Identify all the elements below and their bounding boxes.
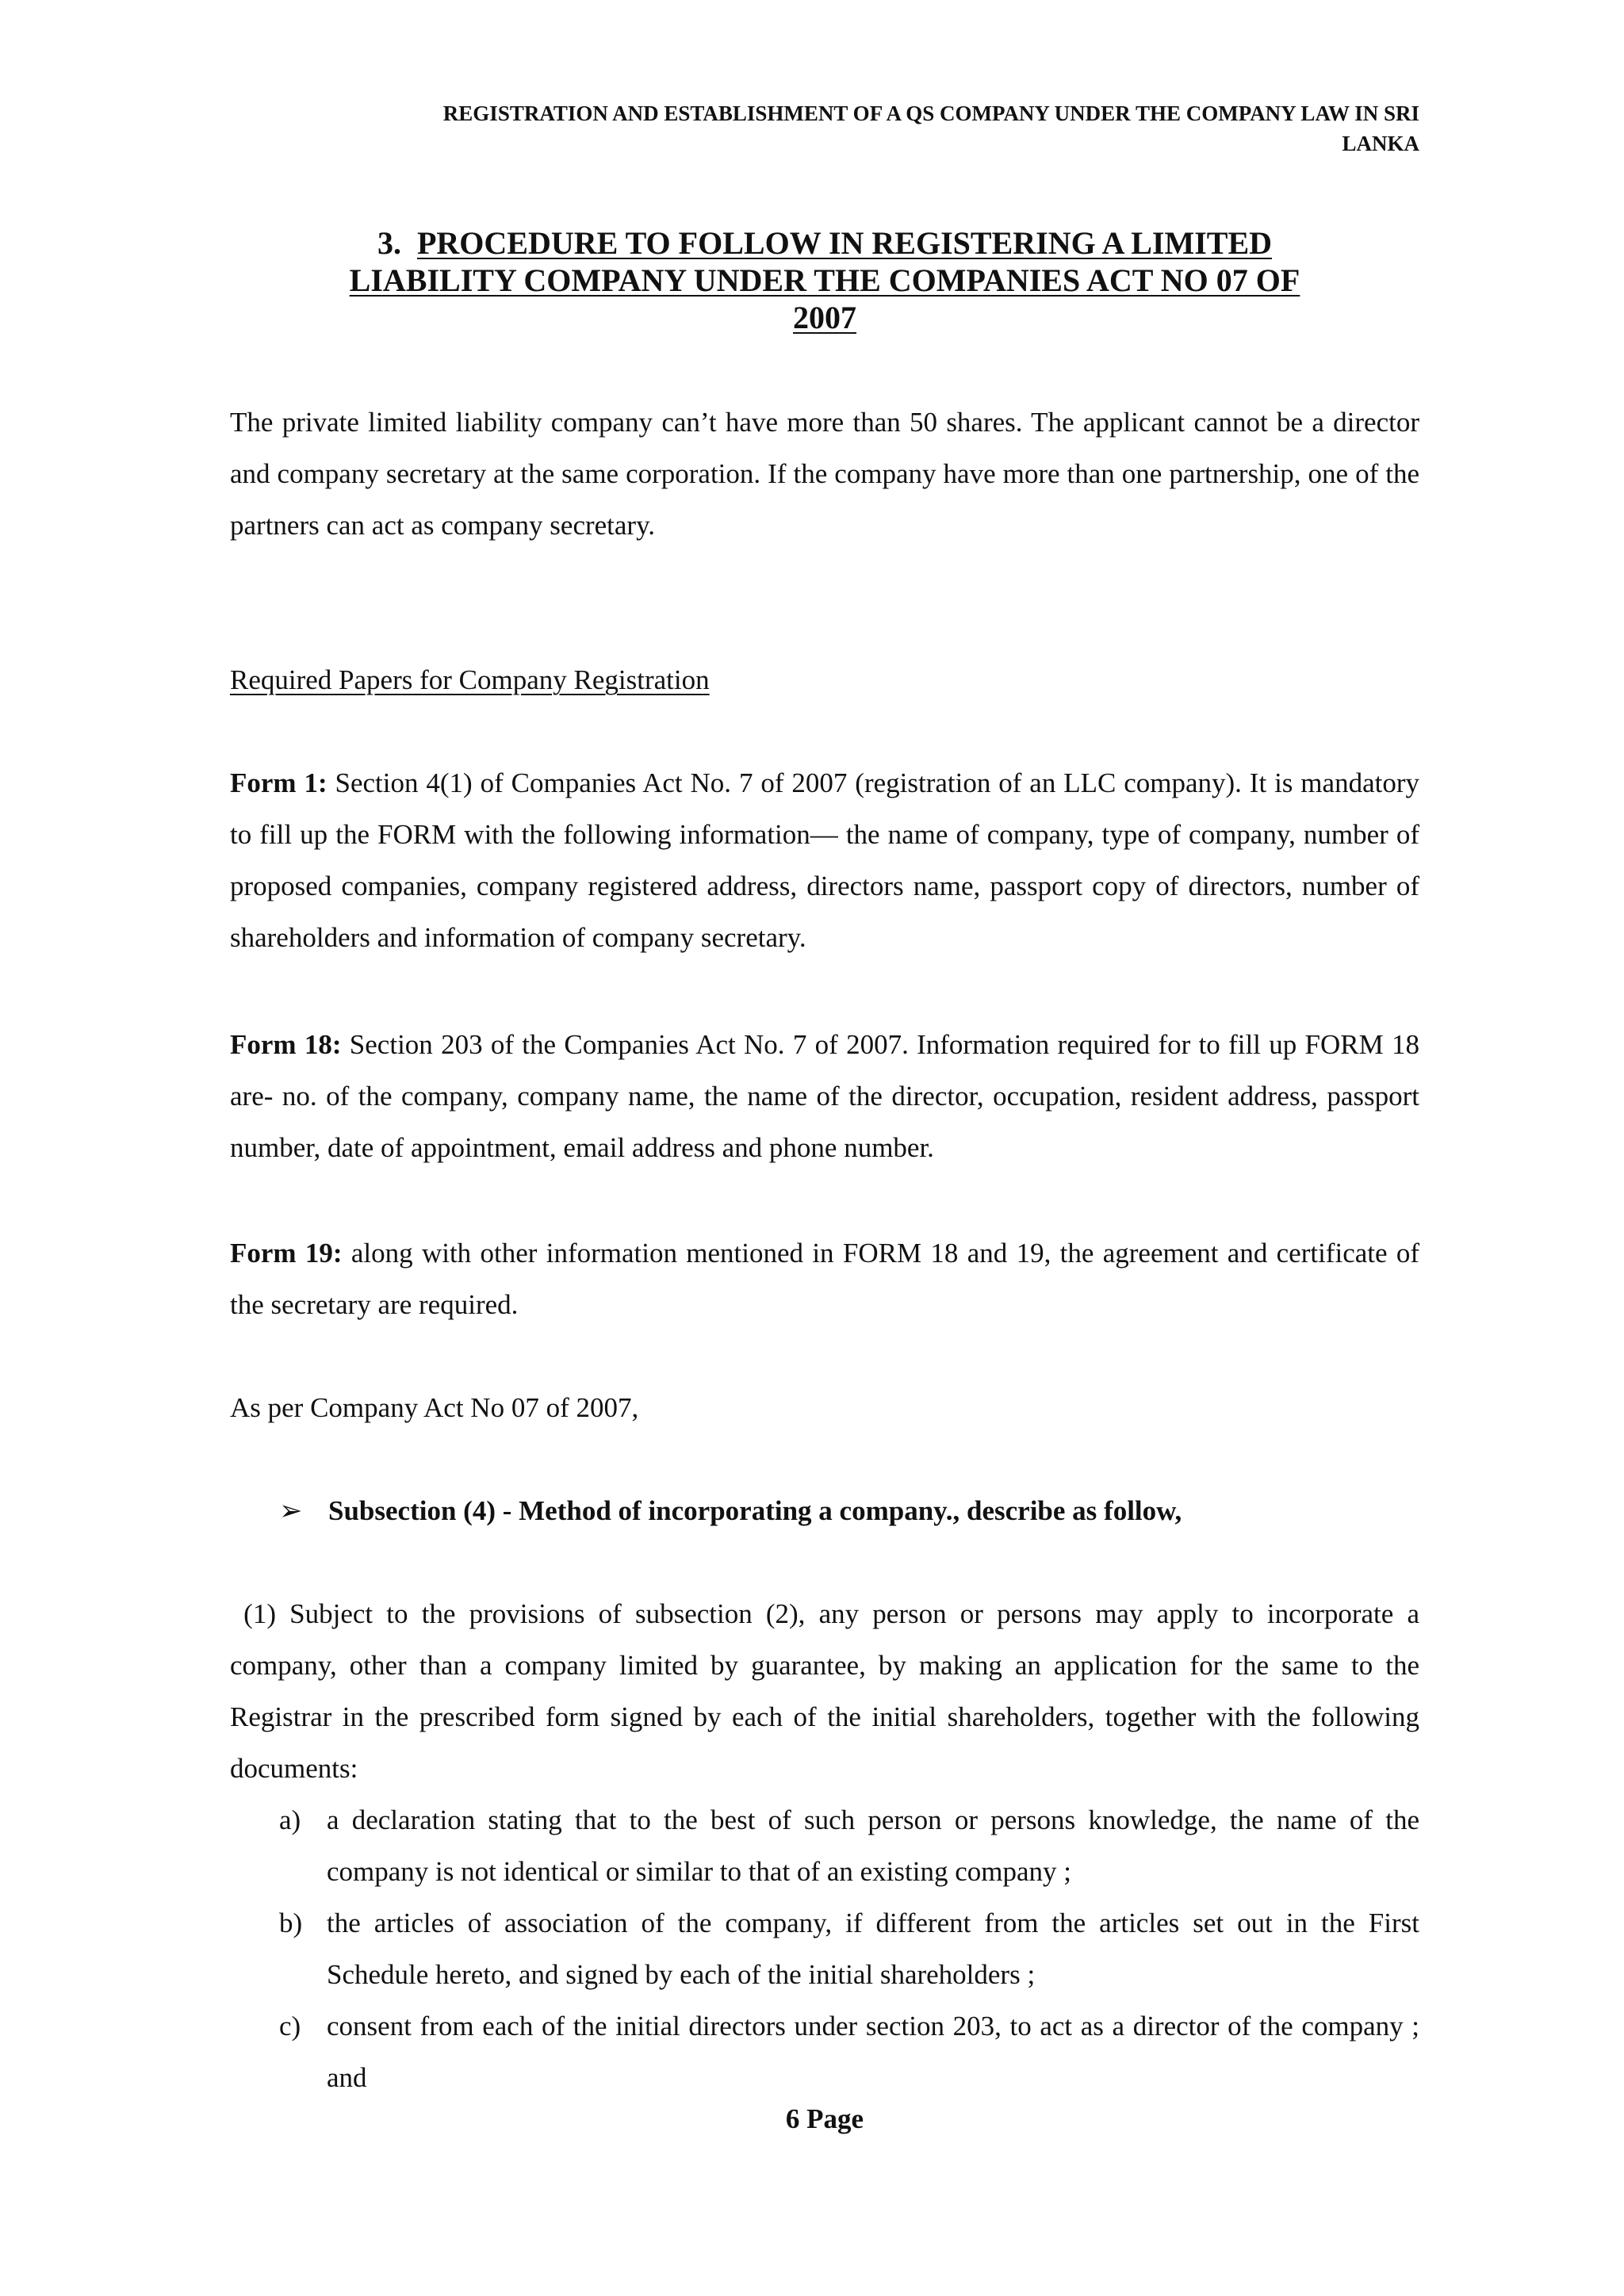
form-19-text: along with other information mentioned in FORM 18 and 19, the agreement and certificate of the secretary are required.	[230, 1238, 1419, 1320]
list-item	[230, 1897, 1419, 2000]
section-title-line-1	[230, 224, 1419, 262]
required-papers-heading: Required Papers for Company Registration	[230, 664, 710, 695]
section-title-line-2	[230, 262, 1419, 299]
running-header	[230, 98, 1419, 159]
section-number: 3.	[377, 225, 401, 261]
documents-list	[230, 1794, 1419, 2103]
subsection-heading	[279, 1485, 1421, 1536]
as-per-line: As per Company Act No 07 of 2007,	[230, 1392, 639, 1423]
list-item-text: the articles of association of the company, if different from the articles set out in the First Schedule hereto, and signed by each of the initial shareholders ;	[327, 1908, 1419, 1990]
subsection-heading-text: Subsection (4) - Method of incorporating a company., describe as follow,	[328, 1495, 1182, 1526]
running-header-line-1: REGISTRATION AND ESTABLISHMENT OF A QS COMPANY UNDER THE COMPANY LAW IN SRI	[442, 101, 1419, 125]
form-19-label: Form 19:	[230, 1238, 343, 1269]
section-title-line-3	[230, 299, 1419, 336]
page-footer: 6 Page	[785, 2103, 864, 2134]
section-title-text-3: 2007	[793, 300, 856, 335]
running-header-line-2: LANKA	[1342, 132, 1419, 155]
list-item	[230, 1794, 1419, 1897]
section-title-text-2: LIABILITY COMPANY UNDER THE COMPANIES ACT NO 07 OF	[349, 262, 1300, 298]
subsection-paragraph-1	[230, 1588, 1419, 1794]
arrow-bullet-icon: ➢	[279, 1495, 303, 1526]
form-1-paragraph	[230, 757, 1419, 963]
list-item-marker: a)	[279, 1804, 301, 1835]
form-18-text: Section 203 of the Companies Act No. 7 of 2007. Information required for to fill up FORM 18 are- no. of the company, company name, the name of the director, occupation, resident address, passport number, date of appointment, email address and phone number.	[230, 1029, 1419, 1163]
section-title-text-1: PROCEDURE TO FOLLOW IN REGISTERING A LIMITED	[416, 225, 1273, 261]
form-18-label: Form 18:	[230, 1029, 342, 1060]
list-item-marker: c)	[279, 2011, 301, 2042]
list-item	[230, 2000, 1419, 2103]
list-item-text: consent from each of the initial directors under section 203, to act as a director of the company ; and	[327, 2011, 1419, 2093]
intro-text: The private limited liability company can’t have more than 50 shares. The applicant cannot be a director and company secretary at the same corporation. If the company have more than one partnership, one of the partners can act as company secretary.	[230, 407, 1419, 541]
list-item-text: a declaration stating that to the best of such person or persons knowledge, the name of the company is not identical or similar to that of an existing company ;	[327, 1804, 1419, 1887]
form-1-text: Section 4(1) of Companies Act No. 7 of 2007 (registration of an LLC company). It is mandatory to fill up the FORM with the following information— the name of company, type of company, number of proposed companies, company registered address, directors name, passport copy of directors, number of shareholders and information of company secretary.	[230, 767, 1419, 953]
intro-paragraph	[230, 396, 1419, 551]
form-1-label: Form 1:	[230, 767, 327, 798]
list-item-marker: b)	[279, 1908, 303, 1938]
form-19-paragraph	[230, 1227, 1419, 1330]
subsection-paragraph-1-text: (1) Subject to the provisions of subsection (2), any person or persons may apply to incorporate a company, other than a company limited by guarantee, by making an application for the same to the Registrar in the prescribed form signed by each of the initial shareholders, together with the following documents:	[230, 1598, 1420, 1784]
form-18-paragraph	[230, 1019, 1419, 1173]
section-title	[230, 224, 1419, 336]
